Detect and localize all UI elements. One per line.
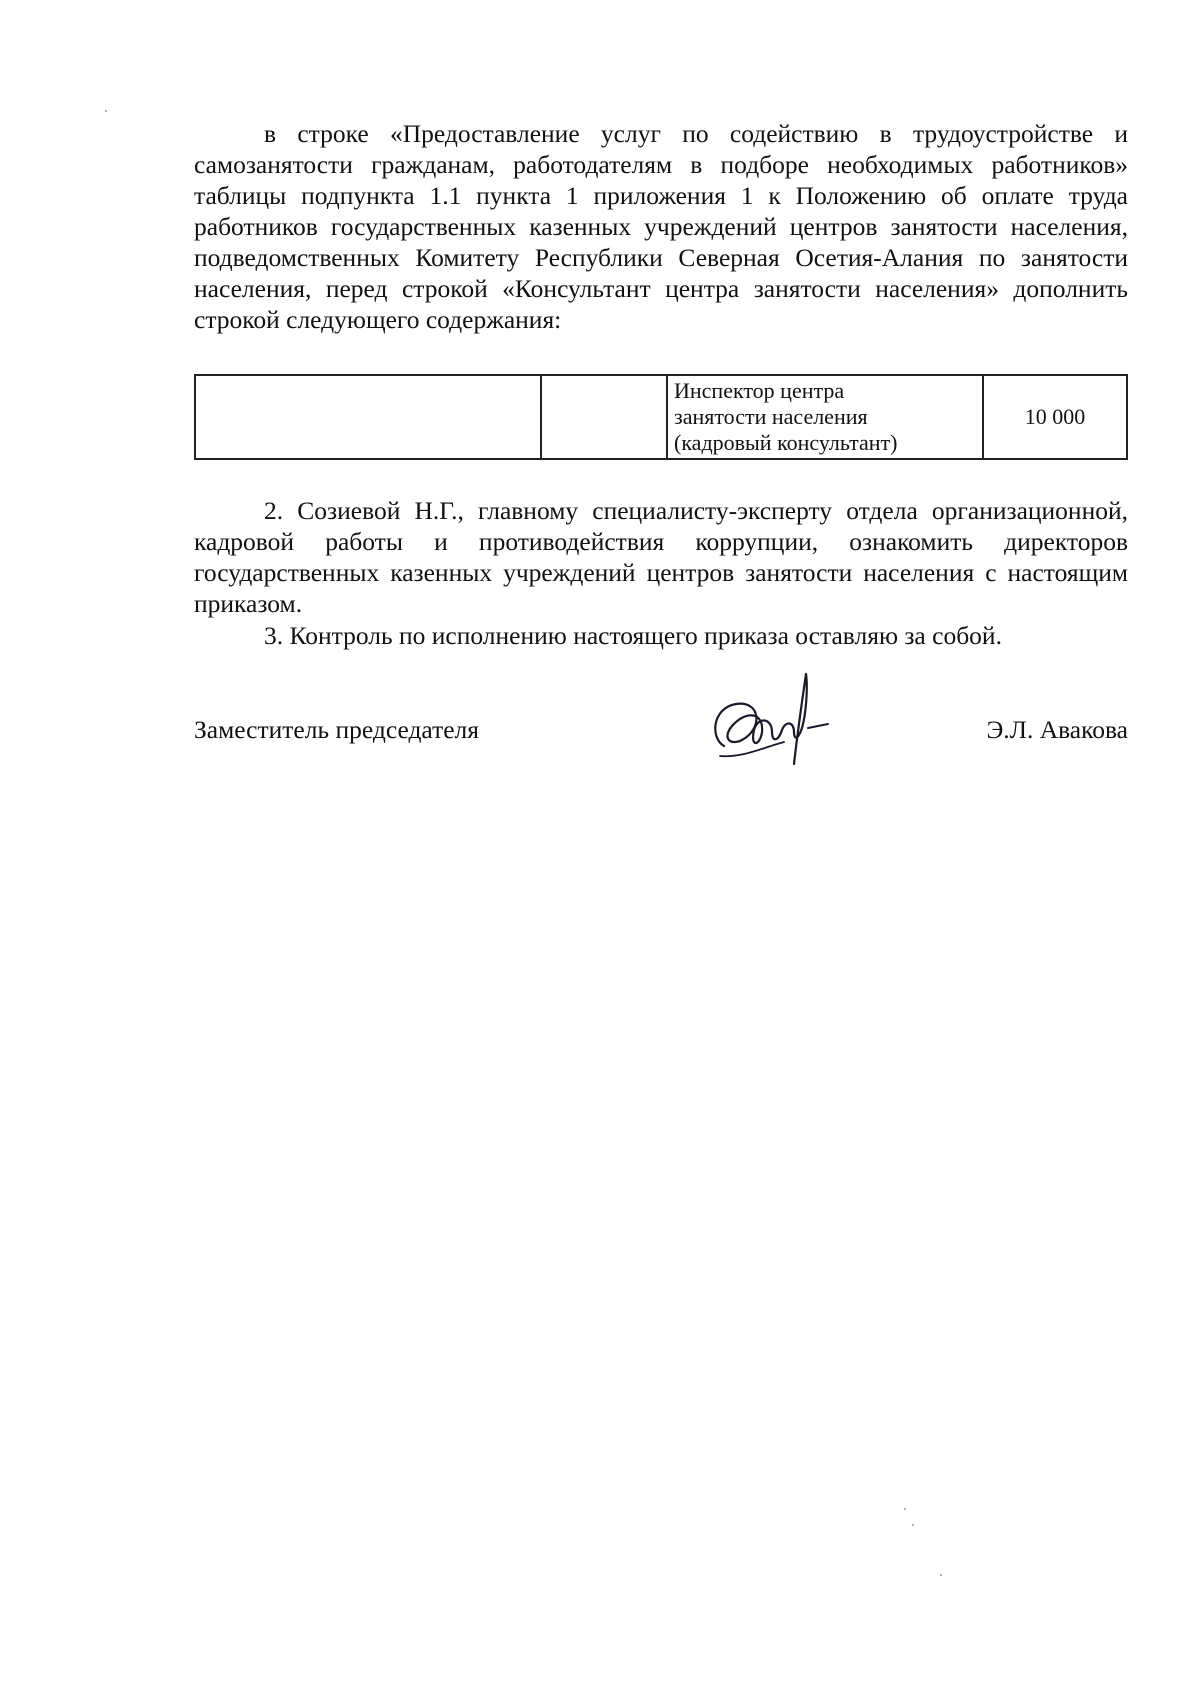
position-line-3: (кадровый консультант): [674, 430, 898, 455]
table-cell-empty-1: [195, 375, 541, 459]
table-row: [195, 375, 1127, 459]
table-cell-amount: 10 000: [983, 375, 1127, 459]
scan-speck: [105, 110, 107, 112]
position-line-2: занятости населения: [674, 404, 868, 429]
signatory-title: Заместитель председателя: [194, 715, 479, 744]
signatory-name: Э.Л. Авакова: [986, 715, 1128, 744]
item-2-text: 2. Созиевой Н.Г., главному специалисту-эксперту отдела организационной, кадровой работы и противодействия коррупции, ознакомить директоров государственных казенных учреждений центров занятости населения с настоящим приказом.: [194, 496, 1128, 618]
position-line-1: Инспектор центра: [674, 378, 845, 403]
handwritten-signature-icon: [702, 668, 862, 778]
table-cell-empty-2: [541, 375, 667, 459]
amendment-paragraph: [194, 118, 1128, 335]
item-3-text: 3. Контроль по исполнению настоящего приказа оставляю за собой.: [264, 621, 1002, 650]
signature-block: [194, 708, 1128, 758]
scan-speck: [912, 1524, 914, 1526]
table-cell-position: [667, 375, 983, 459]
amendment-text: в строке «Предоставление услуг по содействию в трудоустройстве и самозанятости гражданам, работодателям в подборе необходимых работников» таблицы подпункта 1.1 пункта 1 приложения 1 к Положению об оплате труда работников государственных казенных учреждений центров занятости населения, подведомственных Комитету Республики Северная Осетия-Алания по занятости населения, перед строкой «Консультант центра занятости населения» дополнить строкой следующего содержания:: [194, 119, 1128, 334]
inserted-row-table: [194, 374, 1128, 460]
item-2-paragraph: [194, 495, 1128, 619]
item-3-paragraph: [194, 620, 1128, 651]
scan-speck: [940, 1574, 942, 1576]
scan-speck: [904, 1508, 906, 1510]
